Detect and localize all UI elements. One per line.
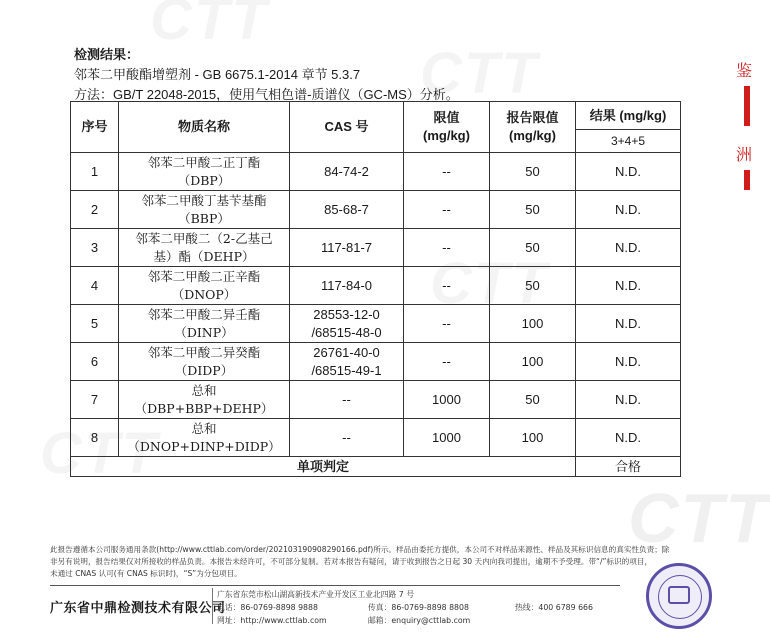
cell-limit: -- xyxy=(404,267,490,305)
cell-report-limit: 50 xyxy=(490,153,576,191)
cell-name-line: （DNOP） xyxy=(171,286,237,302)
judgement-value: 合格 xyxy=(576,457,681,477)
cell-result: N.D. xyxy=(576,305,681,343)
cell-cas-line: 117-84-0 xyxy=(320,277,373,293)
table-row xyxy=(71,305,681,343)
footer-notice-line: 此报告遵循本公司服务通用条款(http://www.cttlab.com/order/20210319090829016​6.pdf)所示。样品由委托方提供，本公司不对样品来源性、样品及其标识信息的真实性负责；除 xyxy=(50,545,670,554)
cell-no: 2 xyxy=(71,191,119,229)
cell-no: 4 xyxy=(71,267,119,305)
judgement-row xyxy=(71,457,681,477)
cell-result: N.D. xyxy=(576,267,681,305)
footer-divider xyxy=(50,585,620,586)
header-limit-line: 限值 xyxy=(433,110,460,125)
cell-report-limit: 100 xyxy=(490,305,576,343)
cell-cas-line: /68515-49-1 xyxy=(311,362,382,378)
watermark: CTT xyxy=(628,479,770,557)
cell-name-line: 邻苯二甲酸丁基苄基酯 xyxy=(141,192,267,208)
cell-result: N.D. xyxy=(576,381,681,419)
cell-limit: -- xyxy=(404,229,490,267)
company-hotline: 热线：400 6789 666 xyxy=(515,603,593,612)
cell-name-line: 邻苯二甲酸二异癸酯 xyxy=(147,344,261,360)
table-row xyxy=(71,229,681,267)
cell-cas xyxy=(290,381,404,419)
header-no: 序号 xyxy=(71,102,119,153)
cell-cas xyxy=(290,229,404,267)
cell-name-line: 邻苯二甲酸二异壬酯 xyxy=(147,306,261,322)
cell-name-line: （DINP） xyxy=(174,324,234,340)
header-limit-unit: (mg/kg) xyxy=(423,128,470,143)
cell-result: N.D. xyxy=(576,153,681,191)
cell-name-line: （DIDP） xyxy=(174,362,234,378)
table-row xyxy=(71,343,681,381)
cell-result: N.D. xyxy=(576,343,681,381)
cell-name-line: 邻苯二甲酸二正丁酯 xyxy=(147,154,261,170)
cell-report-limit: 50 xyxy=(490,229,576,267)
header-name: 物质名称 xyxy=(119,102,290,153)
cell-cas xyxy=(290,343,404,381)
judgement-label: 单项判定 xyxy=(71,457,576,477)
red-stamp-char: 鉴 xyxy=(736,61,753,80)
cell-no: 8 xyxy=(71,419,119,457)
header-result: 结果 (mg/kg) xyxy=(576,102,681,130)
footer-separator xyxy=(212,588,213,624)
cell-name-line: 总和 xyxy=(191,382,217,398)
cell-report-limit: 50 xyxy=(490,267,576,305)
cell-cas-line: 117-81-7 xyxy=(320,239,373,255)
cell-name xyxy=(119,191,290,229)
company-phone: 电话：86-0769-8898 9888 xyxy=(217,603,318,612)
cell-no: 3 xyxy=(71,229,119,267)
cell-name-line: （BBP） xyxy=(178,210,230,226)
cell-name xyxy=(119,343,290,381)
cell-name xyxy=(119,267,290,305)
cell-cas-line: /68515-48-0 xyxy=(311,324,382,340)
cell-limit: -- xyxy=(404,191,490,229)
header-limit xyxy=(404,102,490,153)
cell-cas-line: -- xyxy=(342,391,351,407)
header-cas: CAS 号 xyxy=(290,102,404,153)
cell-limit: -- xyxy=(404,343,490,381)
header-report-limit xyxy=(490,102,576,153)
cell-name-line: 邻苯二甲酸二（2-乙基己 xyxy=(135,230,273,246)
cell-cas-line: 84-74-2 xyxy=(324,163,369,179)
company-email[interactable]: 邮箱：enquiry@cttlab.com xyxy=(368,616,471,625)
header-report-limit-unit: (mg/kg) xyxy=(509,128,556,143)
cell-no: 6 xyxy=(71,343,119,381)
company-website[interactable]: 网址：http://www.cttlab.com xyxy=(217,616,327,625)
cell-name-line: （DNOP+DINP+DIDP） xyxy=(127,438,281,454)
cell-cas xyxy=(290,419,404,457)
cell-result: N.D. xyxy=(576,191,681,229)
cell-report-limit: 50 xyxy=(490,191,576,229)
company-seal-icon xyxy=(646,563,712,629)
cell-cas-line: 26761-40-0 xyxy=(313,344,380,360)
cell-report-limit: 100 xyxy=(490,343,576,381)
red-stamp-edge xyxy=(744,170,750,190)
cell-name xyxy=(119,153,290,191)
table-row xyxy=(71,191,681,229)
cell-name xyxy=(119,229,290,267)
cell-limit: -- xyxy=(404,305,490,343)
footer-notice-line: 未通过 CNAS 认可(有 CNAS 标识时)，“S”为分包项目。 xyxy=(50,569,242,578)
header-result-sample: 3+4+5 xyxy=(576,130,681,153)
table-row xyxy=(71,419,681,457)
method-line: 方法：GB/T 22048-2015，使用气相色谱-质谱仪（GC-MS）分析。 xyxy=(74,87,459,102)
footer-notice xyxy=(50,544,690,580)
table-row xyxy=(71,153,681,191)
cell-name-line: 总和 xyxy=(191,420,217,436)
cell-limit: 1000 xyxy=(404,419,490,457)
cell-cas xyxy=(290,153,404,191)
cell-cas-line: 85-68-7 xyxy=(324,201,369,217)
cell-report-limit: 50 xyxy=(490,381,576,419)
cell-name xyxy=(119,381,290,419)
cell-result: N.D. xyxy=(576,229,681,267)
cell-name-line: 基）酯（DEHP） xyxy=(153,248,255,264)
standard-line: 邻苯二甲酸酯增塑剂 - GB 6675.1-2014 章节 5.3.7 xyxy=(74,67,361,82)
company-address: 广东省东莞市松山湖高新技术产业开发区工业北四路 7 号 xyxy=(217,590,415,599)
cell-no: 1 xyxy=(71,153,119,191)
header-report-limit-line: 报告限值 xyxy=(506,110,559,125)
cell-cas xyxy=(290,191,404,229)
cell-no: 5 xyxy=(71,305,119,343)
table-row xyxy=(71,381,681,419)
cell-name xyxy=(119,419,290,457)
footer-notice-line: 非另有说明，报告结果仅对所接收的样品负责。本报告未经许可，不可部分复制。若对本报告有疑问，请于收到报告之日起 30 天内向我司提出，逾期不予受理。带“/”标识的项目， xyxy=(50,557,653,566)
company-name: 广东省中鼎检测技术有限公司 xyxy=(50,601,226,616)
cell-cas xyxy=(290,267,404,305)
cell-cas-line: -- xyxy=(342,429,351,445)
watermark xyxy=(150,0,269,53)
cell-cas xyxy=(290,305,404,343)
results-heading: 检测结果： xyxy=(74,47,140,62)
cell-no: 7 xyxy=(71,381,119,419)
red-stamp-char: 洲 xyxy=(736,145,753,164)
cell-name-line: 邻苯二甲酸二正辛酯 xyxy=(147,268,261,284)
cell-cas-line: 28553-12-0 xyxy=(313,306,380,322)
cell-limit: -- xyxy=(404,153,490,191)
red-stamp-edge xyxy=(744,86,750,126)
company-fax: 传真：86-0769-8898 8808 xyxy=(368,603,469,612)
cell-name xyxy=(119,305,290,343)
cell-limit: 1000 xyxy=(404,381,490,419)
cell-report-limit: 100 xyxy=(490,419,576,457)
cell-name-line: （DBP+BBP+DEHP） xyxy=(134,400,274,416)
cell-result: N.D. xyxy=(576,419,681,457)
table-row xyxy=(71,267,681,305)
results-table xyxy=(70,101,681,477)
seal-emblem xyxy=(668,586,690,604)
cell-name-line: （DBP） xyxy=(177,172,231,188)
